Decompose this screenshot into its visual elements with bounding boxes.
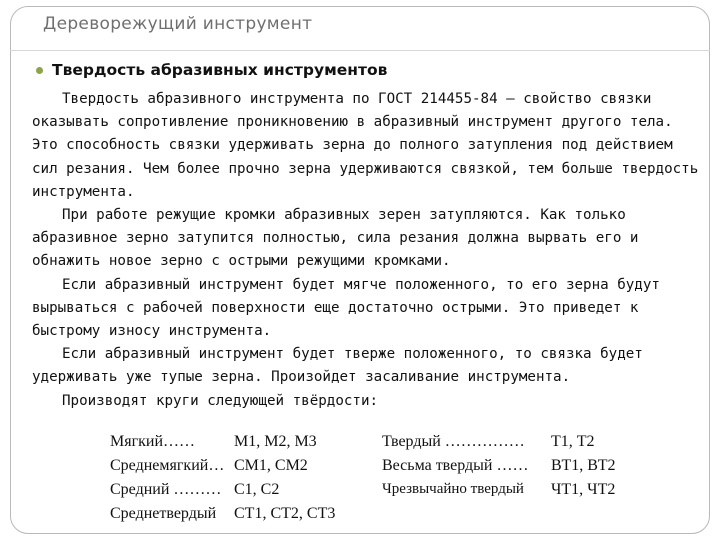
grade-name: Весьма твердый …… bbox=[382, 457, 529, 474]
slide-title: Дереворежущий инструмент bbox=[43, 14, 313, 34]
grade-name: Средний ……… bbox=[110, 481, 222, 498]
grade-codes: СМ1, СМ2 bbox=[234, 457, 308, 474]
paragraph-too-hard: Если абразивный инструмент будет тверже положенного, то связка будет удерживать уже тупые зерна. Произойдет засаливание инструмента. bbox=[32, 346, 643, 386]
grade-name: Чрезвычайно твердый bbox=[382, 481, 524, 497]
grade-name: Среднемягкий… bbox=[110, 457, 225, 474]
grade-codes: СТ1, СТ2, СТ3 bbox=[234, 505, 336, 522]
grade-name: Мягкий…… bbox=[110, 433, 196, 450]
grade-codes: ВТ1, ВТ2 bbox=[551, 457, 616, 474]
section-heading: Твердость абразивных инструментов bbox=[52, 61, 388, 79]
bullet-icon bbox=[36, 67, 43, 74]
section-heading-row bbox=[36, 61, 387, 79]
paragraph-grades-intro: Производят круги следующей твёрдости: bbox=[62, 392, 379, 409]
title-divider bbox=[10, 50, 710, 51]
grade-codes: Т1, Т2 bbox=[551, 433, 595, 450]
grade-name: Твердый …………… bbox=[382, 433, 525, 450]
paragraph-definition: Твердость абразивного инструмента по ГОСТ 214455-84 – свойство связки оказывать сопротивление проникновению в абразивный инструмент другого тела. Это способность связки удерживать зерна до полного затупления под действием сил резания. Чем более прочно зерна удерживаются связкой, тем больше твердость инструмента. bbox=[32, 91, 699, 200]
grade-codes: М1, М2, М3 bbox=[234, 433, 317, 450]
grade-name: Среднетвердый bbox=[110, 505, 217, 522]
grade-codes: С1, С2 bbox=[234, 481, 280, 498]
paragraph-dulling: При работе режущие кромки абразивных зерен затупляются. Как только абразивное зерно затупится полностью, сила резания должна вырвать его и обнажить новое зерно с острыми режущими кромками. bbox=[32, 207, 639, 270]
body-text bbox=[32, 88, 700, 413]
paragraph-too-soft: Если абразивный инструмент будет мягче положенного, то его зерна будут вырываться с рабочей поверхности еще достаточно острыми. Это приведет к быстрому износу инструмента. bbox=[32, 276, 660, 340]
grade-codes: ЧТ1, ЧТ2 bbox=[551, 481, 616, 498]
